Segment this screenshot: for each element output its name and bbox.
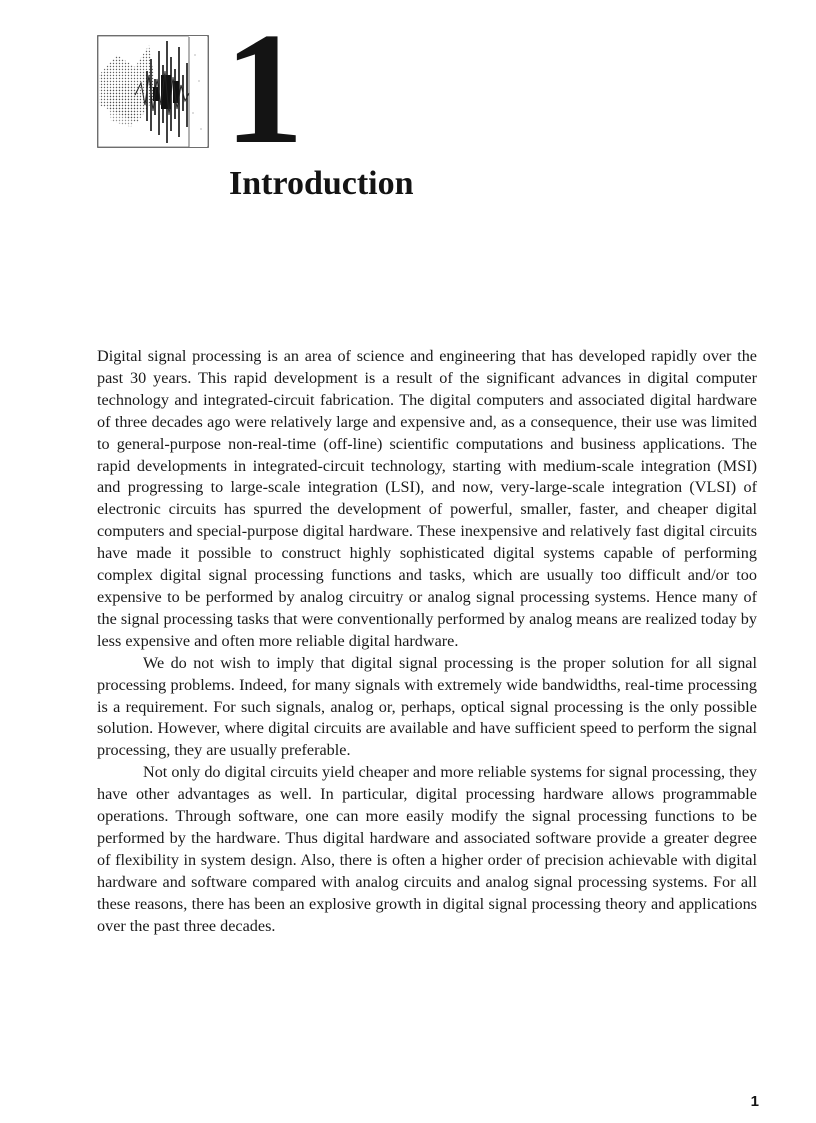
chapter-number: 1	[224, 0, 302, 177]
chapter-emblem	[97, 35, 209, 148]
paragraph: We do not wish to imply that digital signal processing is the proper solution for all signal processing problems. Indeed, for many signals with extremely wide bandwidths, real-time processing is a requirement. For such signals, analog or, perhaps, optical signal processing is the only possible solution. However, where digital circuits are available and have sufficient speed to perform the signal processing, they are usually preferable.	[97, 653, 757, 760]
chapter-title: Introduction	[229, 165, 414, 202]
paragraph: Digital signal processing is an area of science and engineering that has developed rapidly over the past 30 years. This rapid development is a result of the significant advances in digital computer technology and integrated-circuit fabrication. The digital computers and associated digital hardware of three decades ago were relatively large and expensive and, as a consequence, their use was limited to general-purpose non-real-time (off-line) scientific computations and business applications. The rapid developments in integrated-circuit technology, starting with medium-scale integration (MSI) and progressing to large-scale integration (LSI), and now, very-large-scale integration (VLSI) of electronic circuits has spurred the development of powerful, smaller, faster, and cheaper digital computers and special-purpose digital hardware. These inexpensive and relatively fast digital circuits have made it possible to construct highly sophisticated digital systems capable of performing complex digital signal processing functions and tasks, which are usually too difficult and/or too expensive to be performed by analog circuitry or analog signal processing systems. Hence many of the signal processing tasks that were conventionally performed by analog means are realized today by less expensive and often more reliable digital hardware.	[97, 347, 757, 650]
paragraph: Not only do digital circuits yield cheaper and more reliable systems for signal processing, they have other advantages as well. In particular, digital processing hardware allows programmable operations. Through software, one can more easily modify the signal processing functions to be performed by the hardware. Thus digital hardware and associated software provide a greater degree of flexibility in system design. Also, there is often a higher order of precision achievable with digital hardware and software compared with analog circuits and analog signal processing systems. For all these reasons, there has been an explosive growth in digital signal processing theory and applications over the past three decades.	[97, 763, 757, 935]
signal-waveform-icon	[97, 35, 209, 148]
body-text	[97, 346, 757, 937]
page-number: 1	[750, 1093, 759, 1110]
